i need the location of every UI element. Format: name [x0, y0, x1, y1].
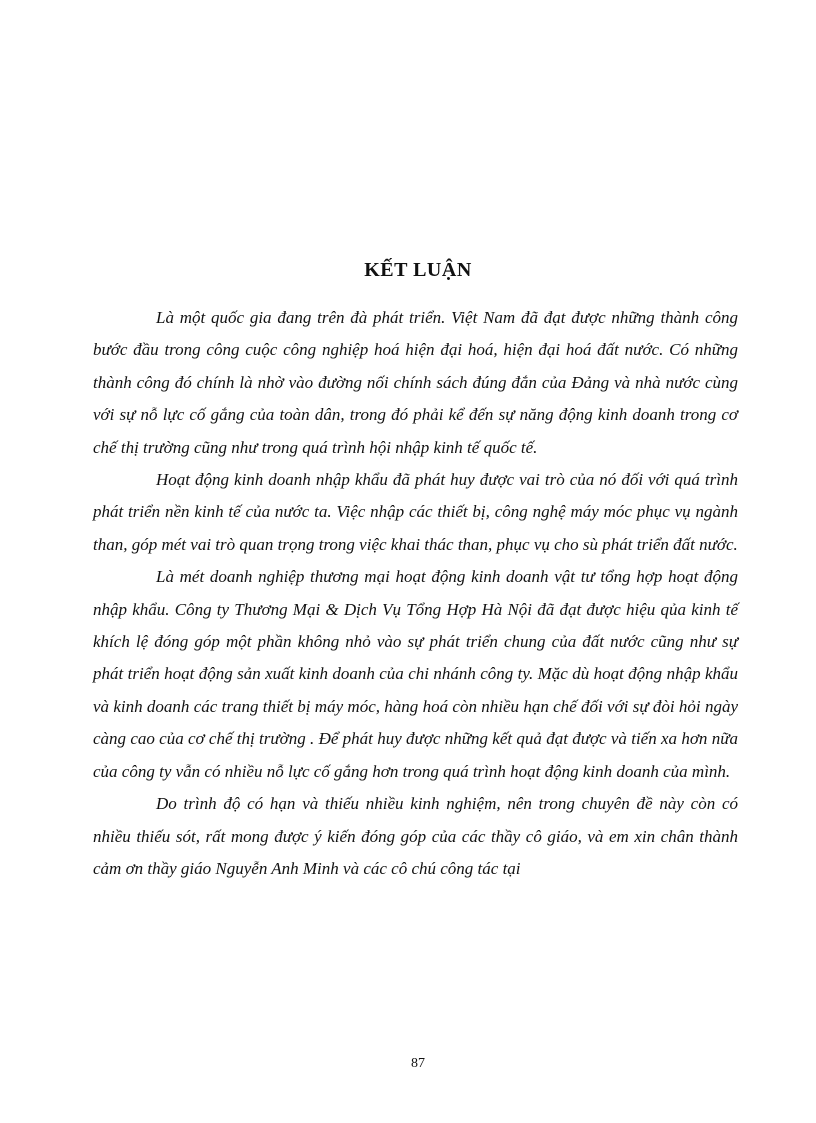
paragraph-2: Hoạt động kinh doanh nhập khẩu đã phát huy được vai trò của nó đối với quá trình phát triển nền kinh tế của nước ta. Việc nhập các thiết bị, công nghệ máy móc phục vụ ngành than, góp mét vai trò quan trọng trong việc khai thác than, phục vụ cho sù phát triển đất nước. — [93, 470, 738, 554]
page-title: KẾT LUẬN — [364, 259, 472, 281]
body-text — [93, 302, 738, 885]
page-number: 87 — [411, 1056, 425, 1071]
paragraph-3: Là mét doanh nghiệp thương mại hoạt động kinh doanh vật tư tổng hợp hoạt động nhập khẩu. Công ty Thương Mại & Dịch Vụ Tổng Hợp Hà Nội đã đạt được hiệu qủa kinh tế khích lệ đóng góp một phần không nhỏ vào sự phát triển chung của đất nước cũng như sự phát triển hoạt động sản xuất kinh doanh của chi nhánh công ty. Mặc dù hoạt động nhập khẩu và kinh doanh các trang thiết bị máy móc, hàng hoá còn nhiều hạn chế đối với sự đòi hỏi ngày càng cao của cơ chế thị trường . Để phát huy được những kết quả đạt được và tiến xa hơn nữa của công ty vẫn có nhiều nỗ lực cố gắng hơn trong quá trình hoạt động kinh doanh của mình. — [93, 567, 738, 781]
paragraph-4: Do trình độ có hạn và thiếu nhiều kinh nghiệm, nên trong chuyên đề này còn có nhiều thiếu sót, rất mong được ý kiến đóng góp của các thầy cô giáo, và em xin chân thành cảm ơn thầy giáo Nguyễn Anh Minh và các cô chú công tác tại — [93, 794, 738, 878]
paragraph-1: Là một quốc gia đang trên đà phát triển. Việt Nam đã đạt được những thành công bước đầu trong công cuộc công nghiệp hoá hiện đại hoá, hiện đại hoá đất nước. Có những thành công đó chính là nhờ vào đường nối chính sách đúng đắn của Đảng và nhà nước cùng với sự nỗ lực cố gắng của toàn dân, trong đó phải kể đến sự năng động kinh doanh trong cơ chế thị trường cũng như trong quá trình hội nhập kinh tế quốc tế. — [93, 308, 738, 457]
